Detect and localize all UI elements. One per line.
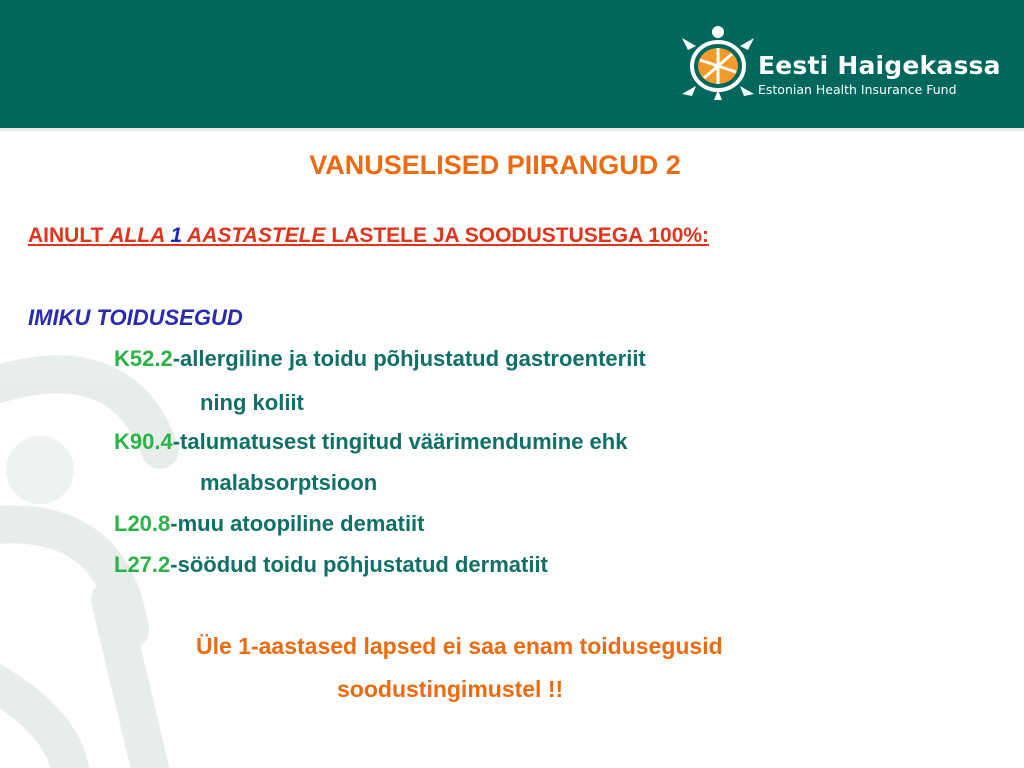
subtitle-part5: LASTELE JA SOODUSTUSEGA 100%:: [325, 224, 710, 247]
section-heading: IMIKU TOIDUSEGUD: [28, 305, 243, 330]
subtitle-part2: ALLA: [109, 224, 171, 247]
list-item-continuation: malabsorptsioon: [200, 470, 378, 495]
subtitle-part3: 1: [170, 224, 182, 247]
list-item: [114, 552, 548, 578]
diagnosis-text: -talumatusest tingitud väärimendumine ehk: [172, 429, 628, 454]
diagnosis-code: K52.2: [114, 346, 173, 371]
diagnosis-text: -muu atoopiline dematiit: [170, 511, 425, 536]
logo-subtitle: Estonian Health Insurance Fund: [758, 82, 957, 97]
diagnosis-text: -söödud toidu põhjustatud dermatiit: [170, 552, 548, 577]
diagnosis-code: L27.2: [114, 552, 171, 577]
note-line-2: soodustingimustel !!: [337, 676, 564, 702]
diagnosis-code: K90.4: [114, 429, 173, 454]
logo-name: Eesti Haigekassa: [758, 51, 1001, 80]
note-line-1: Üle 1-aastased lapsed ei saa enam toidusegusid: [196, 633, 723, 659]
list-item-continuation: ning koliit: [200, 390, 304, 415]
list-item: [114, 511, 425, 537]
logo-wordmark: [758, 53, 1001, 98]
header-divider: [0, 128, 1024, 131]
list-item: [114, 346, 646, 372]
diagnosis-code: L20.8: [114, 511, 171, 536]
subtitle-part4: AASTASTELE: [182, 224, 326, 247]
subtitle-part1: AINULT: [28, 224, 110, 247]
list-item: [114, 429, 627, 455]
subtitle: [28, 224, 709, 248]
page-title: VANUSELISED PIIRANGUD 2: [309, 150, 681, 180]
diagnosis-text: -allergiline ja toidu põhjustatud gastroenteriit: [172, 346, 646, 371]
